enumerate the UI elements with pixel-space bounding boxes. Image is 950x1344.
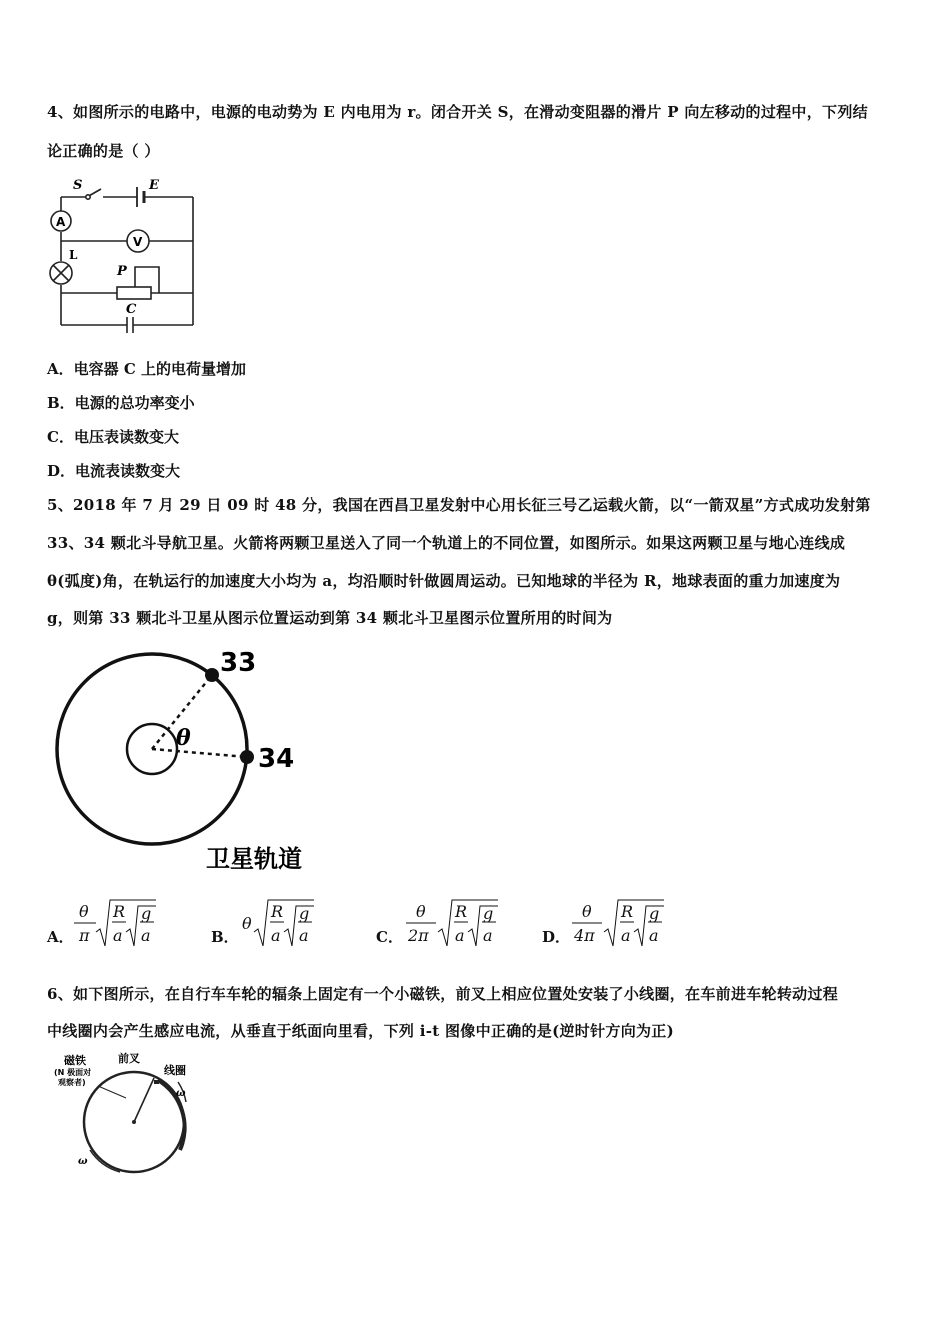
option-c-denominator: 2π bbox=[408, 926, 429, 945]
option-a-fraction-bar bbox=[74, 922, 96, 924]
option-a-rad2-den: a bbox=[141, 926, 151, 945]
option-b-rad2-den: a bbox=[299, 926, 309, 945]
q4-option-a: A．电容器 C 上的电荷量增加 bbox=[47, 360, 247, 378]
option-a-denominator: π bbox=[79, 926, 90, 945]
option-b-rad1-num: R bbox=[271, 902, 284, 921]
option-b-letter: B． bbox=[211, 928, 239, 946]
q4-stem-line-1: 4、如图所示的电路中，电源的电动势为 E 内电用为 r。闭合开关 S，在滑动变阻器的滑片 P 向左移动的过程中，下列结 bbox=[47, 103, 868, 121]
option-a-rad1-den: a bbox=[113, 926, 123, 945]
coil-label: 线圈 bbox=[164, 1064, 186, 1077]
option-d-letter: D． bbox=[542, 928, 571, 946]
option-c-rad1-den: a bbox=[455, 926, 465, 945]
option-b-rad2-num: g bbox=[299, 904, 310, 923]
option-c-rad1-num: R bbox=[455, 902, 468, 921]
q5-stem-line-3: θ(弧度)角，在轨运行的加速度大小均为 a，均沿顺时针做圆周运动。已知地球的半径为 R，地球表面的重力加速度为 bbox=[47, 572, 841, 590]
q4-stem-line-2: 论正确的是（ ） bbox=[47, 142, 160, 160]
option-d-numerator: θ bbox=[582, 902, 592, 921]
option-c-numerator: θ bbox=[416, 902, 426, 921]
option-d-fraction-bar bbox=[572, 922, 602, 924]
ammeter-label: A bbox=[56, 215, 66, 229]
option-b-rad1-den: a bbox=[271, 926, 281, 945]
emf-label: E bbox=[149, 178, 159, 193]
capacitor-label: C bbox=[126, 302, 137, 317]
q4-option-b: B．电源的总功率变小 bbox=[47, 394, 195, 412]
omega-label-right: ω bbox=[176, 1088, 186, 1099]
option-c-rad2-num: g bbox=[483, 904, 494, 923]
q6-stem-line-2: 中线圈内会产生感应电流，从垂直于纸面向里看，下列 i-t 图像中正确的是(逆时针方向为正) bbox=[47, 1022, 674, 1040]
option-c-letter: C． bbox=[376, 928, 403, 946]
lamp-label: L bbox=[69, 248, 78, 262]
switch-label: S bbox=[73, 178, 83, 193]
orbit-caption: 卫星轨道 bbox=[206, 845, 302, 873]
magnet-note-1: (N 极面对 bbox=[54, 1068, 92, 1077]
satellite-33-dot bbox=[205, 668, 219, 682]
q5-stem-line-1: 5、2018 年 7 月 29 日 09 时 48 分，我国在西昌卫星发射中心用长征三号乙运载火箭，以“一箭双星”方式成功发射第 bbox=[47, 496, 871, 514]
satellite-34-label: 34 bbox=[258, 744, 295, 774]
angle-theta-label: θ bbox=[176, 725, 191, 751]
fork-label: 前叉 bbox=[118, 1052, 140, 1065]
q4-option-c: C．电压表读数变大 bbox=[47, 428, 179, 446]
slider-label: P bbox=[117, 264, 127, 279]
voltmeter-label: V bbox=[133, 235, 143, 249]
option-c-fraction-bar bbox=[406, 922, 436, 924]
q5-orbit-diagram bbox=[50, 645, 350, 875]
q4-circuit-diagram bbox=[45, 175, 205, 335]
magnet-note-2: 观察者) bbox=[58, 1078, 86, 1087]
option-d-rad1-num: R bbox=[621, 902, 634, 921]
q5-stem-line-2: 33、34 颗北斗导航卫星。火箭将两颗卫星送入了同一个轨道上的不同位置，如图所示。如果这两颗卫星与地心连线成 bbox=[47, 534, 846, 552]
option-c-rad2-den: a bbox=[483, 926, 493, 945]
option-a-rad1-num: R bbox=[113, 902, 126, 921]
option-a-rad2-num: g bbox=[141, 904, 152, 923]
option-d-denominator: 4π bbox=[574, 926, 595, 945]
satellite-33-label: 33 bbox=[220, 648, 257, 678]
omega-label-left: ω bbox=[78, 1156, 88, 1167]
satellite-34-dot bbox=[240, 750, 254, 764]
q4-option-d: D．电流表读数变大 bbox=[47, 462, 181, 480]
q6-stem-line-1: 6、如下图所示，在自行车车轮的辐条上固定有一个小磁铁，前叉上相应位置处安装了小线圈，在车前进车轮转动过程 bbox=[47, 985, 839, 1003]
q6-bicycle-wheel-diagram bbox=[50, 1050, 210, 1175]
q5-stem-line-4: g，则第 33 颗北斗卫星从图示位置运动到第 34 颗北斗卫星图示位置所用的时间为 bbox=[47, 609, 613, 627]
option-a-numerator: θ bbox=[79, 902, 89, 921]
option-b-coefficient: θ bbox=[242, 914, 252, 933]
magnet-label: 磁铁 bbox=[64, 1054, 86, 1067]
option-d-rad1-den: a bbox=[621, 926, 631, 945]
option-d-rad2-num: g bbox=[649, 904, 660, 923]
option-a-letter: A． bbox=[47, 928, 74, 946]
option-d-rad2-den: a bbox=[649, 926, 659, 945]
